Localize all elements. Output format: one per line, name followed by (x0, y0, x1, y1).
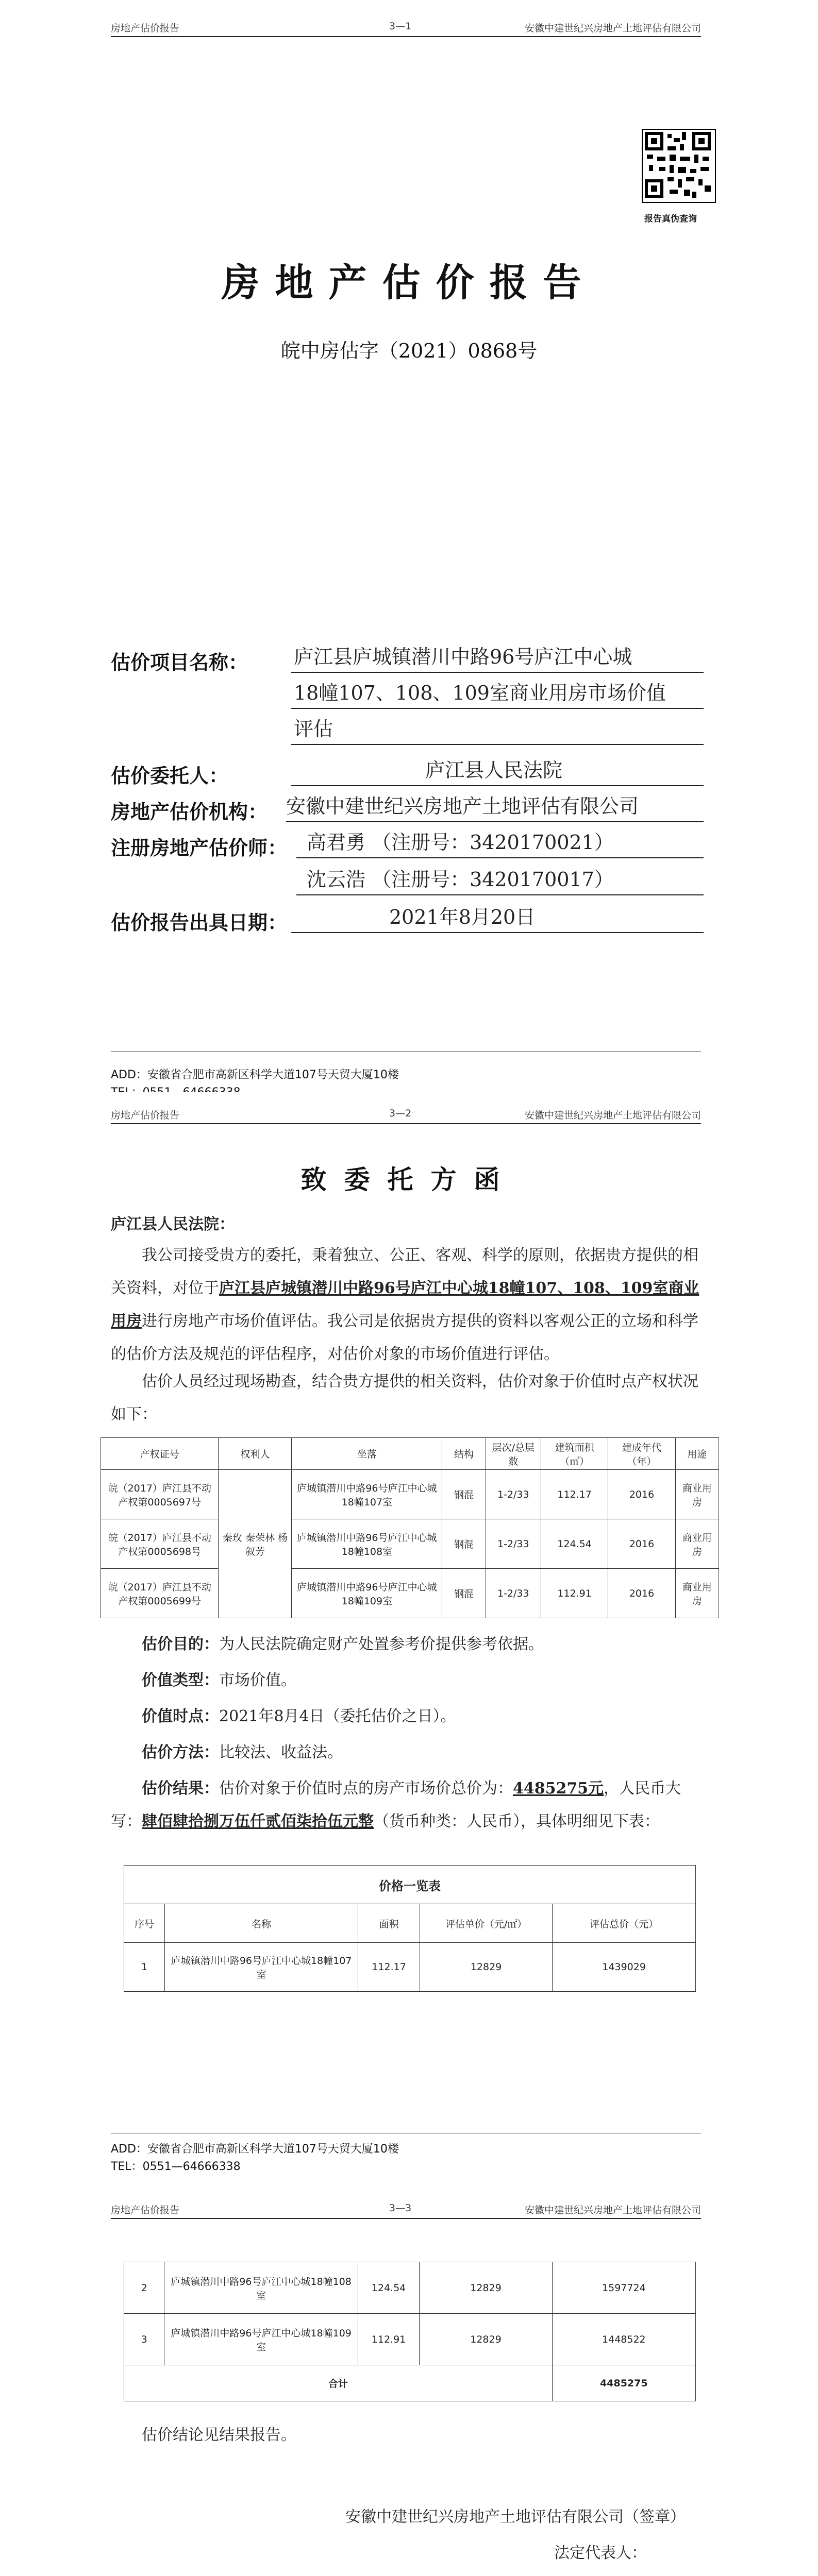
result-total: 4485275元 (513, 1780, 604, 1798)
footer (111, 2141, 399, 2176)
type-value: 市场价值。 (219, 1671, 296, 1689)
cell-use: 商业用房 (675, 1519, 719, 1569)
para1-bold: 庐江县庐城镇潜川中路96号庐江中心城18幢107、108、109室商业用房 (111, 1279, 699, 1330)
method-value: 比较法、收益法。 (219, 1743, 343, 1761)
underline (291, 744, 704, 745)
date-label: 估价报告出具日期： (111, 911, 288, 934)
cell-sum-label: 合计 (124, 2365, 553, 2401)
cell-floor: 1-2/33 (486, 1519, 541, 1569)
value-type (142, 1664, 704, 1697)
letter-paragraph-1 (111, 1239, 704, 1371)
header-rule (111, 36, 701, 37)
th-no: 序号 (124, 1904, 165, 1943)
price-table-part2 (124, 2262, 696, 2401)
appraiser-1: 高君勇 （注册号：3420170021） (307, 831, 614, 854)
th-area: 建筑面积（㎡） (541, 1438, 608, 1470)
cell-unit-price: 12829 (420, 2314, 552, 2365)
footer-address: ADD：安徽省合肥市高新区科学大道107号天贸大厦10楼 (111, 2143, 399, 2156)
cell-total: 1448522 (552, 2314, 695, 2365)
cell-no: 2 (124, 2262, 164, 2314)
cell-area: 124.54 (358, 2262, 420, 2314)
th-floor: 层次/总层数 (486, 1438, 541, 1470)
purpose-label: 估价目的： (142, 1635, 219, 1653)
table-row (124, 2262, 696, 2314)
report-title: 房地产估价报告 (221, 261, 597, 305)
th-location: 坐落 (292, 1438, 442, 1470)
header-page: 3—2 (389, 1108, 412, 1119)
cell-use: 商业用房 (675, 1470, 719, 1519)
client-label: 估价委托人： (111, 764, 229, 787)
cell-area: 112.91 (541, 1569, 608, 1618)
th-use: 用途 (675, 1438, 719, 1470)
result-pre: 估价对象于价值时点的房产市场价总价为： (219, 1780, 513, 1798)
type-label: 价值类型： (142, 1671, 219, 1689)
cell-cert: 皖（2017）庐江县不动产权第0005697号 (101, 1470, 219, 1519)
footer-rule (111, 1051, 701, 1052)
cell-unit-price: 12829 (420, 1943, 552, 1992)
salutation: 庐江县人民法院： (111, 1215, 235, 1233)
underline (291, 708, 704, 709)
cell-cert: 皖（2017）庐江县不动产权第0005698号 (101, 1519, 219, 1569)
cell-location: 庐城镇潜川中路96号庐江中心城18幢107室 (292, 1470, 442, 1519)
result-words: 肆佰肆拾捌万伍仟贰佰柒拾伍元整 (142, 1812, 374, 1831)
cell-location: 庐城镇潜川中路96号庐江中心城18幢108室 (292, 1519, 442, 1569)
cell-floor: 1-2/33 (486, 1569, 541, 1618)
table-row (101, 1569, 719, 1618)
cell-area: 112.91 (358, 2314, 420, 2365)
cell-area: 112.17 (358, 1943, 420, 1992)
underline (291, 672, 704, 673)
cell-name: 庐城镇潜川中路96号庐江中心城18幢109室 (164, 2314, 358, 2365)
cell-no: 1 (124, 1943, 165, 1992)
table-row (124, 1943, 696, 1992)
page-3 (0, 2184, 818, 2576)
result-mid: ，人民币大写： (111, 1780, 681, 1831)
header-left: 房地产估价报告 (111, 2205, 180, 2216)
cell-year: 2016 (608, 1470, 675, 1519)
value-time (142, 1700, 704, 1733)
header-rule (111, 2218, 701, 2219)
page-2 (0, 1092, 818, 2215)
cell-unit-price: 12829 (420, 2262, 552, 2314)
header-rule (111, 1123, 701, 1124)
report-number: 皖中房估字（2021）0868号 (280, 340, 538, 362)
table-row (101, 1519, 719, 1569)
cell-sum-value: 4485275 (552, 2365, 695, 2401)
appraiser-label: 注册房地产估价师： (111, 836, 288, 859)
header-page: 3—3 (389, 2202, 412, 2214)
cell-area: 112.17 (541, 1470, 608, 1519)
header-right: 安徽中建世纪兴房地产土地评估有限公司 (524, 1110, 701, 1121)
closing-note: 估价结论见结果报告。 (142, 2426, 296, 2444)
para1-text: 我公司接受贵方的委托，秉着独立、公正、客观、科学的原则，依据贵方提供的相关资料，对位于 (111, 1246, 698, 1297)
agency-label: 房地产估价机构： (111, 800, 268, 823)
cell-cert: 皖（2017）庐江县不动产权第0005699号 (101, 1569, 219, 1618)
agency-value: 安徽中建世纪兴房地产土地评估有限公司 (286, 795, 639, 818)
result-label: 估价结果： (142, 1780, 219, 1798)
underline (286, 821, 704, 822)
header-left: 房地产估价报告 (111, 23, 180, 34)
cell-name: 庐城镇潜川中路96号庐江中心城18幢107室 (165, 1943, 358, 1992)
time-label: 价值时点： (142, 1707, 219, 1725)
project-line-1: 庐江县庐城镇潜川中路96号庐江中心城 (294, 646, 632, 668)
cell-owner: 秦玫 秦荣林 杨叙芳 (219, 1470, 292, 1618)
signature-representative: 法定代表人： (554, 2544, 647, 2562)
th-owner: 权利人 (219, 1438, 292, 1470)
appraiser-2: 沈云浩 （注册号：3420170017） (307, 868, 614, 891)
th-area: 面积 (358, 1904, 420, 1943)
underline (296, 857, 704, 858)
underline (296, 894, 704, 895)
cell-no: 3 (124, 2314, 164, 2365)
cell-structure: 钢混 (442, 1519, 486, 1569)
page-1 (0, 0, 818, 1123)
cell-total: 1597724 (552, 2262, 695, 2314)
cell-use: 商业用房 (675, 1569, 719, 1618)
header-page: 3—1 (389, 21, 412, 32)
client-value: 庐江县人民法院 (425, 759, 563, 782)
cell-structure: 钢混 (442, 1470, 486, 1519)
cell-area: 124.54 (541, 1519, 608, 1569)
cell-location: 庐城镇潜川中路96号庐江中心城18幢109室 (292, 1569, 442, 1618)
header-left: 房地产估价报告 (111, 1110, 180, 1121)
purpose-value: 为人民法院确定财产处置参考价提供参考依据。 (219, 1635, 544, 1653)
cell-year: 2016 (608, 1569, 675, 1618)
qr-caption: 报告真伪查询 (644, 214, 697, 224)
th-unit-price: 评估单价（元/㎡） (420, 1904, 552, 1943)
para1-end: 进行房地产市场价值评估。我公司是依据贵方提供的资料以客观公正的立场和科学的估价方法及规范的评估程序，对估价对象的市场价值进行评估。 (111, 1312, 698, 1363)
sum-row (124, 2365, 696, 2401)
footer-tel: TEL：0551—64666338 (111, 2160, 241, 2173)
table-row (124, 2314, 696, 2365)
method-label: 估价方法： (142, 1743, 219, 1761)
cell-year: 2016 (608, 1519, 675, 1569)
th-year: 建成年代（年） (608, 1438, 675, 1470)
table-row (101, 1470, 719, 1519)
header-right: 安徽中建世纪兴房地产土地评估有限公司 (524, 23, 701, 34)
th-cert: 产权证号 (101, 1438, 219, 1470)
price-table-title: 价格一览表 (124, 1866, 696, 1904)
th-name: 名称 (165, 1904, 358, 1943)
letter-title: 致委托方函 (301, 1164, 517, 1195)
signature-company: 安徽中建世纪兴房地产土地评估有限公司（签章） (345, 2508, 686, 2526)
cell-floor: 1-2/33 (486, 1470, 541, 1519)
cell-total: 1439029 (553, 1943, 696, 1992)
cell-name: 庐城镇潜川中路96号庐江中心城18幢108室 (164, 2262, 358, 2314)
project-line-3: 评估 (294, 718, 333, 740)
qr-code-icon[interactable] (642, 129, 716, 203)
underline (291, 785, 704, 786)
project-label: 估价项目名称： (111, 651, 248, 674)
letter-paragraph-2: 估价人员经过现场勘查，结合贵方提供的相关资料，估价对象于价值时点产权状况如下： (111, 1372, 698, 1423)
result-post: （货币种类：人民币），具体明细见下表： (374, 1812, 660, 1831)
th-structure: 结构 (442, 1438, 486, 1470)
date-value: 2021年8月20日 (389, 906, 536, 928)
result (111, 1772, 704, 1838)
property-table (101, 1437, 719, 1618)
th-total: 评估总价（元） (553, 1904, 696, 1943)
project-line-2: 18幢107、108、109室商业用房市场价值 (294, 682, 666, 704)
purpose (142, 1628, 704, 1661)
header-right: 安徽中建世纪兴房地产土地评估有限公司 (524, 2205, 701, 2216)
method (142, 1736, 704, 1769)
time-value: 2021年8月4日（委托估价之日）。 (219, 1707, 456, 1725)
price-table-part1 (124, 1865, 696, 1992)
cell-structure: 钢混 (442, 1569, 486, 1618)
footer-address: ADD：安徽省合肥市高新区科学大道107号天贸大厦10楼 (111, 1069, 399, 1081)
underline (291, 932, 704, 933)
